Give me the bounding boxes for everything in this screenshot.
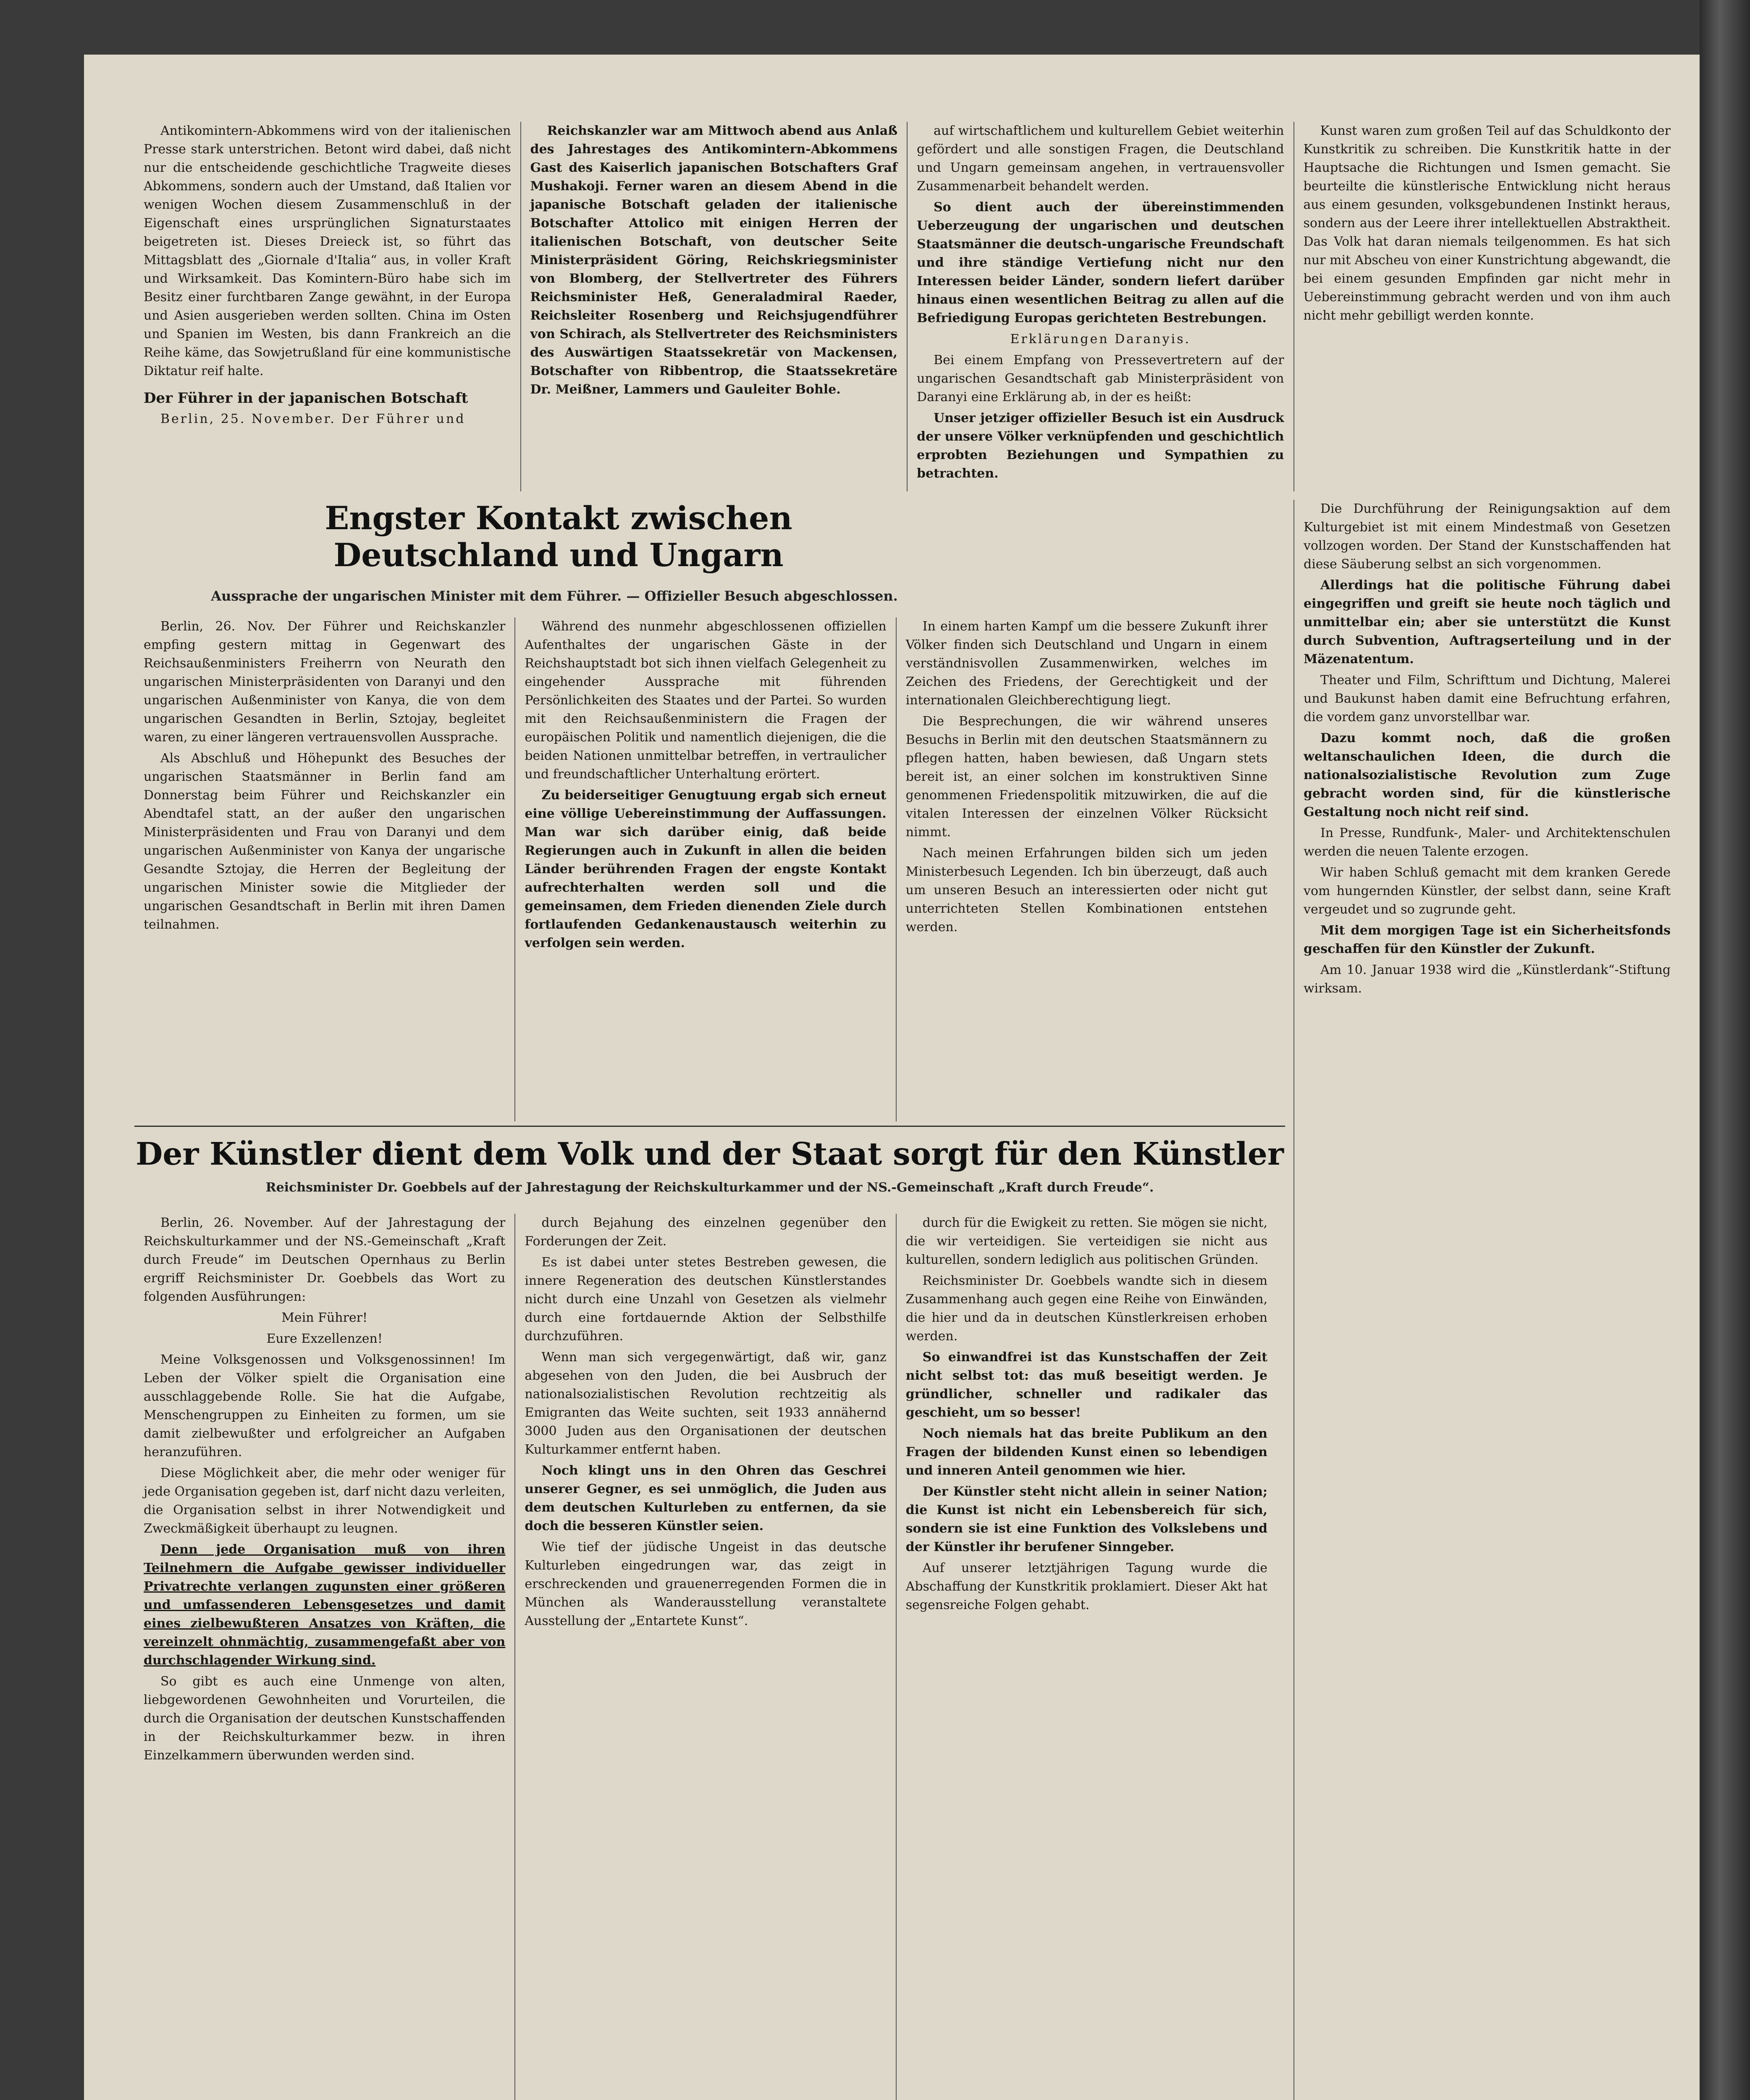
article-text: Reichsminister Dr. Goebbels wandte sich in diesem Zusammenhang auch gegen eine Reihe von Einwänden, die hier und da in deutschen Künstlerkreisen erhoben werden.	[905, 1273, 1267, 1344]
article-text: Mit dem morgigen Tage ist ein Sicherheitsfonds geschaffen für den Künstler der Zukunft.	[1304, 923, 1671, 956]
article-text: So einwandfrei ist das Kunstschaffen der Zeit nicht selbst tot: das muß beseitigt werden. Je gründlicher, schneller und radikaler das geschieht, um so besser!	[905, 1350, 1267, 1420]
article-text: So gibt es auch eine Unmenge von alten, liebgewordenen Gewohnheiten und Vorurteilen, die durch die Organisation der deutschen Kunstschaffenden in der Reichskulturkammer bezw. in ihren Einzelkammern überwunden werden sind.	[144, 1674, 506, 1763]
mid-column-2	[515, 617, 896, 1121]
bottom-section	[134, 1214, 1277, 2100]
mid-column-3	[897, 617, 1277, 1121]
headline-kuenstler: Der Künstler dient dem Volk und der Staat sorgt für den Künstler	[136, 1136, 1284, 1172]
bottom-column-1	[134, 1214, 515, 2100]
article-text: Am 10. Januar 1938 wird die „Künstlerdank“-Stiftung wirksam.	[1304, 963, 1671, 996]
article-text: Noch klingt uns in den Ohren das Geschrei unserer Gegner, es sei unmöglich, die Juden aus dem deutschen Kulturleben zu entfernen, da sie doch die besseren Künstler seien.	[525, 1463, 887, 1533]
newspaper-page	[84, 55, 1705, 2100]
subheading: Der Führer in der japanischen Botschaft	[144, 390, 468, 407]
article-text: Die Durchführung der Reinigungsaktion auf dem Kulturgebiet ist mit einem Mindestmaß von Gesetzen vollzogen worden. Der Stand der Kunstschaffenden hat diese Säuberung selbst an sich vorgenommen.	[1304, 501, 1671, 572]
article-text: Während des nunmehr abgeschlossenen offiziellen Aufenthaltes der ungarischen Gäste in der Reichshauptstadt bot sich ihnen vielfach Gelegenheit zu eingehender Aussprache mit führenden Persönlichkeiten des Staates und der Partei. So wurden mit den Reichsaußenministern die Fragen der europäischen Politik und namentlich diejenigen, die die beiden Nationen unmittelbar betreffen, in vertraulicher und freundschaftlicher Unterhaltung erörtert.	[525, 619, 887, 782]
article-text: Noch niemals hat das breite Publikum an den Fragen der bildenden Kunst einen so lebendigen und inneren Anteil genommen wie hier.	[905, 1426, 1267, 1478]
article-text: Reichskanzler war am Mittwoch abend aus Anlaß des Jahrestages des Antikomintern-Abkommens Gast des Kaiserlich japanischen Botschafters Graf Mushakoji. Ferner waren an diesem Abend in die japanische Botschaft geladen der italienische Botschafter Attolico mit einigen Herren der italienischen Botschaft, von deutscher Seite Ministerpräsident Göring, Reichskriegsminister von Blomberg, der Stellvertreter des Führers Reichsminister Heß, Generaladmiral Raeder, Reichsleiter Rosenberg und Reichsjugendführer von Schirach, als Stellvertreter des Reichsministers des Auswärtigen Staatssekretär von Mackensen, Botschafter von Ribbentrop, die Staatssekretäre Dr. Meißner, Lammers und Gauleiter Bohle.	[530, 123, 897, 397]
article-text: Berlin, 26. Nov. Der Führer und Reichskanzler empfing gestern mittag in Gegenwart des Reichsaußenministers Freiherrn von Neurath den ungarischen Ministerpräsidenten von Daranyi und den ungarischen Außenminister von Kanya, die von dem ungarischen Gesandten in Berlin, Sztojay, begleitet waren, zu einer längeren vertrauensvollen Aussprache.	[144, 619, 506, 745]
article-text: Meine Volksgenossen und Volksgenossinnen! Im Leben der Völker spielt die Organisation eine ausschlaggebende Rolle. Sie hat die Aufgabe, Menschengruppen zu Einheiten zu formen, um sie damit zielbewußter und erfolgreicher an Aufgaben heranzuführen.	[144, 1352, 506, 1460]
salutation: Eure Exzellenzen!	[266, 1331, 383, 1346]
headline-deutschland-ungarn: Engster Kontakt zwischen Deutschland und Ungarn	[325, 499, 792, 574]
article-text: Auf unserer letztjährigen Tagung wurde die Abschaffung der Kunstkritik proklamiert. Dieser Akt hat segensreiche Folgen gehabt.	[905, 1561, 1267, 1612]
mid-section	[134, 617, 1277, 1121]
article-text: Die Besprechungen, die wir während unseres Besuchs in Berlin mit den deutschen Staatsmännern zu pflegen hatten, haben bewiesen, daß Ungarn stets bereit ist, an einer solchen im konstruktiven Sinne genommenen Friedenspolitik mitzuwirken, die auf die vitalen Interessen der einzelnen Völker Rücksicht nimmt.	[905, 714, 1267, 840]
article-text: In einem harten Kampf um die bessere Zukunft ihrer Völker finden sich Deutschland und Ungarn in einem verständnisvollen Zusammenwirken, welches im Zeichen des Friedens, der Gerechtigkeit und der internationalen Gleichberechtigung liegt.	[905, 619, 1267, 708]
article-text: So dient auch der übereinstimmenden Ueberzeugung der ungarischen und deutschen Staatsmänner die deutsch-ungarische Freundschaft und ihre ständige Vertiefung nicht nur den Interessen beider Länder, sondern liefert darüber hinaus einen wesentlichen Beitrag zu allen auf die Befriedigung Europas gerichteten Bestrebungen.	[917, 200, 1284, 326]
article-text: Bei einem Empfang von Pressevertretern auf der ungarischen Gesandtschaft gab Ministerpräsident von Daranyi eine Erklärung ab, in der es heißt:	[917, 353, 1284, 404]
article-text: Wie tief der jüdische Ungeist in das deutsche Kulturleben eingedrungen war, das zeigt in erschreckenden und grauenerregenden Formen die in München als Wanderausstellung veranstaltete Ausstellung der „Entartete Kunst“.	[525, 1540, 887, 1628]
mid-column-1	[134, 617, 515, 1121]
article-text: Allerdings hat die politische Führung dabei eingegriffen und greift sie heute noch täglich und unmittelbar ein; aber sie unterstützt die Kunst durch Subvention, Auftragserteilung und in der Mäzenatentum.	[1304, 578, 1671, 667]
right-column	[1293, 500, 1680, 2100]
article-text: Unser jetziger offizieller Besuch ist ein Ausdruck der unsere Völker verknüpfenden und geschichtlich erprobten Beziehungen und Sympathien zu betrachten.	[917, 411, 1284, 481]
article-text: Diese Möglichkeit aber, die mehr oder weniger für jede Organisation gegeben ist, darf nicht dazu verleiten, die Organisation selbst in ihrer Notwendigkeit und Zweckmäßigkeit überhaupt zu leugnen.	[144, 1466, 506, 1536]
article-text: Denn jede Organisation muß von ihren Teilnehmern die Aufgabe gewisser individueller Privatrechte verlangen zugunsten einer größeren und umfassenderen Lebensgesetzes und damit eines zielbewußteren Ansatzes von Kräften, die vereinzelt ohnmächtig, zusammengefaßt aber von durchschlagender Wirkung sind.	[144, 1542, 506, 1668]
top-column-4	[1294, 122, 1680, 491]
article-text: Zu beiderseitiger Genugtuung ergab sich erneut eine völlige Uebereinstimmung der Auffassungen. Man war sich darüber einig, daß beide Regierungen auch in Zukunft in allen die beiden Länder berührenden Fragen der engste Kontakt aufrechterhalten werden soll und die gemeinsamen, dem Frieden dienenden Ziele durch fortlaufenden Gedankenaustausch weiterhin zu verfolgen sein werden.	[525, 788, 887, 950]
section-divider	[134, 1126, 1285, 1127]
top-section	[134, 122, 1680, 491]
article-text: Berlin, 25. November. Der Führer und	[160, 412, 466, 426]
article-text: durch für die Ewigkeit zu retten. Sie mögen sie nicht, die wir verteidigen. Sie verteidigen sie nicht aus kulturellen, sondern lediglich aus politischen Gründen.	[905, 1215, 1267, 1267]
article-text: Nach meinen Erfahrungen bilden sich um jeden Ministerbesuch Legenden. Ich bin überzeugt, daß auch um unseren Besuch an interessierten oder nicht gut unterrichteten Stellen Kombinationen entstehen werden.	[905, 846, 1267, 934]
article-text: Wir haben Schluß gemacht mit dem kranken Gerede vom hungernden Künstler, der selbst dann, seine Kraft vergeudet und so zugrunde geht.	[1304, 865, 1671, 917]
top-column-2	[521, 122, 908, 491]
article-text: auf wirtschaftlichem und kulturellem Gebiet weiterhin gefördert und alle sonstigen Fragen, die Deutschland und Ungarn gemeinsam angehen, in vertrauensvoller Zusammenarbeit behandelt werden.	[917, 123, 1284, 194]
article-text: Antikomintern-Abkommens wird von der italienischen Presse stark unterstrichen. Betont wird dabei, daß nicht nur die entscheidende geschichtliche Tragweite dieses Abkommens, sondern auch der Umstand, daß Italien vor wenigen Wochen diesem Zusammenschluß in der Eigenschaft eines ursprünglichen Signaturstaates beigetreten ist. Dieses Dreieck ist, so führt das Mittagsblatt des „Giornale d'Italia“ aus, in voller Kraft und Wirksamkeit. Das Komintern-Büro habe sich im Besitz einer furchtbaren Zange gewähnt, in der Europa und Asien ausgerieben werden sollten. China im Osten und Spanien im Westen, bis dann Frankreich an die Reihe käme, das Sowjetrußland für eine kommunistische Diktatur reif halte.	[144, 123, 511, 378]
article-text: Dazu kommt noch, daß die großen weltanschaulichen Ideen, die durch die nationalsozialistische Revolution zum Zuge gebracht worden sind, für die künstlerische Gestaltung noch nicht reif sind.	[1304, 731, 1671, 819]
subheading: Erklärungen Daranyis.	[1010, 332, 1191, 346]
article-text: Es ist dabei unter stetes Bestreben gewesen, die innere Regeneration des deutschen Künstlerstandes nicht durch eine Unzahl von Gesetzen als vielmehr durch eine fortdauernde Aktion der Selbsthilfe durchzuführen.	[525, 1255, 887, 1344]
article-text: durch Bejahung des einzelnen gegenüber den Forderungen der Zeit.	[525, 1215, 887, 1249]
page-edge-shadow	[1700, 0, 1750, 2100]
headline-deck: Reichsminister Dr. Goebbels auf der Jahrestagung der Reichskulturkammer und der NS.-Gemeinschaft „Kraft durch Freude“.	[265, 1180, 1154, 1195]
right-column-section	[1293, 500, 1680, 2100]
salutation: Mein Führer!	[281, 1310, 368, 1325]
article-text: Berlin, 26. November. Auf der Jahrestagung der Reichskulturkammer und der NS.-Gemeinschaft „Kraft durch Freude“ im Deutschen Opernhaus zu Berlin ergriff Reichsminister Dr. Goebbels das Wort zu folgenden Ausführungen:	[144, 1215, 506, 1304]
article-text: Kunst waren zum großen Teil auf das Schuldkonto der Kunstkritik zu schreiben. Die Kunstkritik hatte in der Hauptsache die Richtungen und Ismen gemacht. Sie beurteilte die künstlerische Entwicklung nicht heraus aus einem gesunden, volksgebundenen Instinkt heraus, sondern aus der Leere ihrer intellektuellen Abstraktheit. Das Volk hat daran niemals teilgenommen. Es hat sich nur mit Abscheu von einer Kunstrichtung abgewandt, die bei einem gesunden Empfinden gar nicht mehr in Uebereinstimmung gebracht werden und von ihm auch nicht mehr gebilligt werden konnte.	[1303, 123, 1671, 323]
article-text: Als Abschluß und Höhepunkt des Besuches der ungarischen Staatsmänner in Berlin fand am Donnerstag beim Führer und Reichskanzler ein Abendtafel statt, an der außer den ungarischen Ministerpräsidenten und Frau von Daranyi und dem ungarischen Außenminister von Kanya der ungarische Gesandte Sztojay, die Herren der Begleitung der ungarischen Minister sowie die Mitglieder der ungarischen Gesandtschaft in Berlin mit ihren Damen teilnahmen.	[144, 751, 506, 932]
article-text: In Presse, Rundfunk-, Maler- und Architektenschulen werden die neuen Talente erzogen.	[1304, 826, 1671, 859]
article-text: Wenn man sich vergegenwärtigt, daß wir, ganz abgesehen von den Juden, die bei Ausbruch der nationalsozialistischen Revolution rechtzeitig als Emigranten das Weite suchten, seit 1933 annähernd 3000 Juden aus den Organisationen der deutschen Kulturkammer entfernt haben.	[525, 1350, 887, 1457]
top-column-3	[908, 122, 1294, 491]
article-text: Der Künstler steht nicht allein in seiner Nation; die Kunst ist nicht ein Lebensbereich für sich, sondern sie ist eine Funktion des Volkslebens und der Künstler ihr berufener Sinngeber.	[905, 1484, 1267, 1554]
bottom-column-3	[897, 1214, 1277, 2100]
top-column-1	[134, 122, 521, 491]
bottom-column-2	[515, 1214, 896, 2100]
article-text: Theater und Film, Schrifttum und Dichtung, Malerei und Baukunst haben damit eine Befruchtung erfahren, die vordem ganz unvorstellbar war.	[1304, 673, 1671, 724]
headline-deck: Aussprache der ungarischen Minister mit dem Führer. — Offizieller Besuch abgeschlossen.	[211, 588, 898, 604]
